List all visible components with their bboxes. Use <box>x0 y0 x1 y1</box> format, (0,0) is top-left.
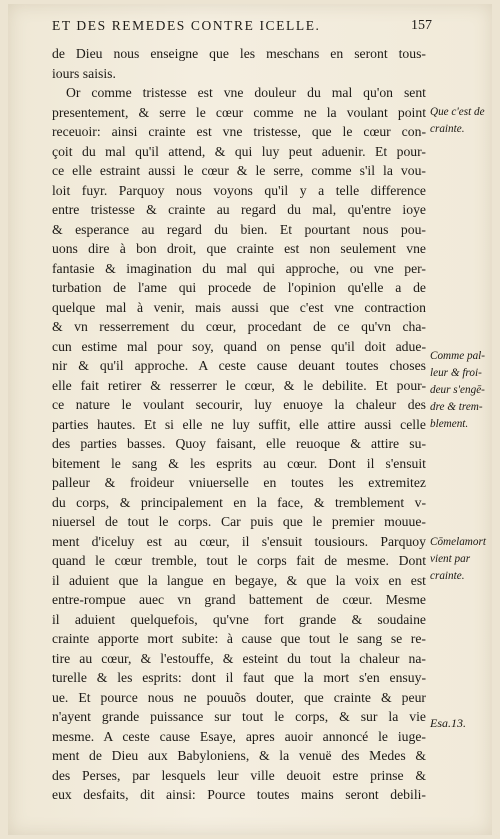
text-line: turbation de l'ame qui procede de l'opinion qu'elle a de <box>52 280 426 295</box>
text-line: quelque mal à venir, mais aussi que c'est vne contraction <box>52 299 426 315</box>
text-line: & esperance au regard du bien. Et pourtant nous pou- <box>52 221 426 237</box>
text-line: eux desfaits, dit ainsi: Pource toutes mains seront debili- <box>52 787 426 802</box>
text-line: n'ayent grande puissance sur tout le corps, & sur la vie <box>52 709 426 724</box>
margin-note-line: vient par <box>430 553 471 565</box>
text-line: de Dieu nous enseigne que les meschans en seront tous- <box>52 46 426 61</box>
text-line: ce nature le voulant secourir, luy enuoye la chaleur des <box>52 397 426 412</box>
text-line: tire au cœur, & l'estouffe, & esteint du tout la chaleur na- <box>52 650 426 666</box>
text-line: iours saisis. <box>52 65 116 81</box>
text-line: il aduient quelquefois, qu'vne fort grande & soudaine <box>52 611 426 627</box>
text-line: crainte apporte mort subite: à cause que tout le sang se re- <box>52 631 426 646</box>
text-line: ment d'iceluy est au cœur, il s'ensuit tousiours. Parquoy <box>52 533 426 549</box>
text-line: & vn resserrement du cœur, procedant de ce qu'vn cha- <box>52 319 426 334</box>
page-number: 157 <box>411 18 432 33</box>
text-line: mesme. A ceste cause Esaye, apres auoir annoncé le iuge- <box>52 728 426 744</box>
text-line: turelle & les esprits: dont il faut que la mort s'en ensuy- <box>52 670 426 685</box>
text-line: elle fait retirer & resserrer le cœur, & le debilite. Et pour- <box>52 377 426 393</box>
margin-note-line: deur s'engē- <box>430 384 485 396</box>
margin-note-line: Comme pal- <box>430 350 485 362</box>
paragraph-start-line: Or comme tristesse est vne douleur du mal qu'on sent <box>66 85 426 100</box>
text-line: palleur & froideur vniuerselle en toutes les extremitez <box>52 475 426 490</box>
text-line: bitement le sang & les esprits au cœur. Dont il s'ensuit <box>52 455 426 471</box>
text-line: du corps, & principalement en la face, & tremblement v- <box>52 494 426 510</box>
text-line: receuoir: ainsi crainte est vne tristesse, que le cœur con- <box>52 124 426 139</box>
margin-note-line: crainte. <box>430 123 465 135</box>
text-line: il aduient que la langue en begaye, & que la voix en est <box>52 572 426 588</box>
text-line: des Perses, par lesquels leur ville deuoit estre prinse & <box>52 767 426 783</box>
margin-note-line: blement. <box>430 418 469 430</box>
text-line: des parties basses. Quoy faisant, elle reuoque & attire su- <box>52 436 426 451</box>
text-line: nir & qu'il approche. A ceste cause deuant toutes choses <box>52 358 426 373</box>
running-title: ET DES REMEDES CONTRE ICELLE. <box>52 18 321 33</box>
margin-note-line: dre & trem- <box>430 401 483 413</box>
margin-note-line: Cōmelamort <box>430 536 486 548</box>
text-line: cun estime mal pour soy, quand on pense qu'il doit adue- <box>52 338 426 354</box>
text-line: ue. Et pource nous ne pouuõs douter, que crainte & peur <box>52 689 426 705</box>
text-line: entre tristesse & crainte au regard du mal, qu'entre ioye <box>52 202 426 217</box>
text-line: quand le cœur tremble, tout le corps fait de mesme. Dont <box>52 553 426 568</box>
text-line: fantasie & imagination du mal qui approche, ou vne per- <box>52 260 426 276</box>
margin-note-citation <box>430 715 496 732</box>
text-line: çoit du mal qu'il attend, & qui luy peut aduenir. Et pour- <box>52 143 426 159</box>
margin-note-line: Que c'est de <box>430 106 485 118</box>
text-line: entre-rompue auec vn grand battement de cœur. Mesme <box>52 592 426 607</box>
margin-note-line: crainte. <box>430 570 465 582</box>
text-line: ment de Dieu aux Babyloniens, & la venuë des Medes & <box>52 748 426 763</box>
text-line: niuersel de tout le corps. Car puis que le premier mouue- <box>52 514 426 529</box>
margin-note-line: leur & froi- <box>430 367 482 379</box>
margin-note-line: Esa.13. <box>430 716 466 730</box>
text-line: ce elle estraint aussi le cœur & le serre, comme s'il la vou- <box>52 163 426 178</box>
text-line: presentement, & serre le cœur comme ne la voulant point <box>52 104 426 120</box>
text-line: loit fuyr. Parquoy nous voyons qu'il y a telle difference <box>52 182 426 198</box>
body-text <box>52 44 426 805</box>
margin-note-death <box>430 534 496 585</box>
margin-note-definition <box>430 104 496 138</box>
text-line: uons dire à bon droit, que crainte est non seulement vne <box>52 241 426 256</box>
text-line: parties hautes. Et si elle ne luy suffit, elle attire aussi celle <box>52 416 426 432</box>
margin-note-pallor <box>430 348 496 433</box>
running-head <box>52 18 432 40</box>
book-page <box>8 4 492 835</box>
